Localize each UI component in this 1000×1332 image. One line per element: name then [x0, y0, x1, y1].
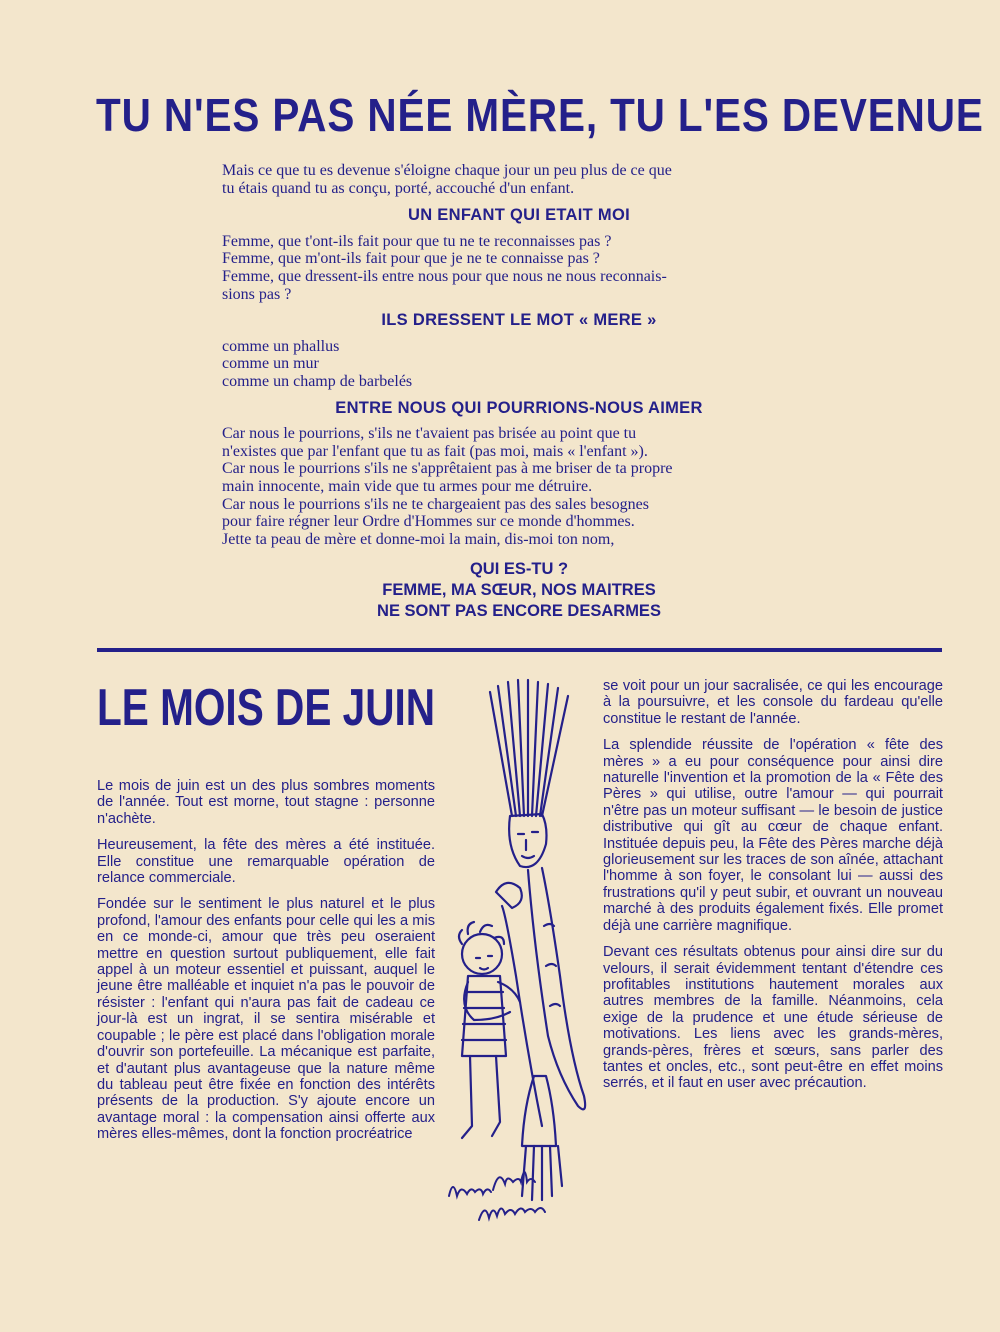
closing-line: NE SONT PAS ENCORE DESARMES — [377, 602, 661, 621]
article-paragraph: La splendide réussite de l'opération « fête des mères » a eu pour conséquence pour ainsi dire naturelle l'invention et la promotion de la « Fête des Pères » qui utilise, outre l'amour — qui pourrait n'être pas un moteur suffisant — le besoin de justice distributive qui gît au cœur de chaque enfant. Instituée depuis peu, la Fête des Pères marche déjà glorieusement sur les traces de son aînée, attachant l'homme à son foyer, le consolant lui — aussi des frustrations qu'il y peut subir, et ouvrant un nouveau marché à des produits également fixés. Elle promet déjà une carrière magnifique. — [603, 737, 943, 934]
article-paragraph: se voit pour un jour sacralisée, ce qui les encourage à la poursuivre, et les console du fardeau qu'elle constitue le restant de l'année. — [603, 678, 943, 727]
poem-line: comme un phallus — [222, 337, 340, 355]
poem-line: Femme, que dressent-ils entre nous pour que nous ne nous reconnais- — [222, 267, 667, 285]
poem-line: main innocente, main vide que tu armes pour me détruire. — [222, 477, 593, 495]
poem-heading-2: ILS DRESSENT LE MOT « MERE » — [381, 311, 657, 330]
poem-line: Femme, que t'ont-ils fait pour que tu ne te reconnaisses pas ? — [222, 232, 612, 250]
poem-lead — [222, 162, 816, 197]
poem-line: pour faire régner leur Ordre d'Hommes sur ce monde d'hommes. — [222, 513, 635, 531]
poem-line: Car nous le pourrions, s'ils ne t'avaient pas brisée au point que tu — [222, 425, 637, 443]
section-divider — [97, 648, 942, 652]
poem-line: Femme, que m'ont-ils fait pour que je ne te connaisse pas ? — [222, 250, 600, 268]
poem-closing — [222, 559, 816, 622]
article-paragraph: Fondée sur le sentiment le plus naturel et le plus profond, l'amour des enfants pour celle qui les a mis en ce monde-ci, amour que très peu oseraient mettre en question surtout publiquement, elle fait appel à un moteur essentiel et puissant, auquel le jeune être malléable et inquiet n'a pas le pouvoir de résister : l'enfant qui n'aura pas fait de cadeau ce jour-là est un ingrat, il se sentira misérable et coupable ; le père est placé dans l'obligation morale d'ouvrir son portefeuille. La mécanique est parfaite, et d'autant plus avantageuse que la nature même du tableau peut être fixée en fonction des intérêts présents de la production. S'y ajoute encore un avantage moral : la compensation ainsi offerte aux mères elles-mêmes, dont la fonction procréatrice — [97, 896, 435, 1143]
poem-stanza-1 — [222, 233, 816, 303]
poem-line: comme un champ de barbelés — [222, 372, 413, 390]
poem-line: Car nous le pourrions s'ils ne te chargeaient pas des sales besognes — [222, 495, 649, 513]
poem-lead-line: Mais ce que tu es devenue s'éloigne chaque jour un peu plus de ce que — [222, 162, 672, 179]
poem-heading-3: ENTRE NOUS QUI POURRIONS-NOUS AIMER — [335, 398, 703, 417]
poem-stanza-3 — [222, 425, 816, 548]
poem-line: n'existes que par l'enfant que tu as fait (pas moi, mais « l'enfant »). — [222, 442, 648, 460]
article-paragraph: Heureusement, la fête des mères a été instituée. Elle constitue une remarquable opération de relance commerciale. — [97, 837, 435, 887]
article-column-right — [603, 678, 943, 1102]
poem-line: comme un mur — [222, 355, 319, 373]
poem-lead-line: tu étais quand tu as conçu, porté, accouché d'un enfant. — [222, 179, 575, 197]
drawing-caption-handwriting — [447, 1160, 597, 1230]
article-paragraph: Le mois de juin est un des plus sombres moments de l'année. Tout est morne, tout stagne : personne n'achète. — [97, 778, 435, 827]
poem-stanza-2 — [222, 338, 816, 391]
poem-heading-1: UN ENFANT QUI ETAIT MOI — [407, 206, 630, 225]
section-title: LE MOIS DE JUIN — [97, 679, 436, 737]
poem-line: Jette ta peau de mère et donne-moi la main, dis-moi ton nom, — [222, 530, 615, 548]
closing-line: QUI ES-TU ? — [469, 560, 569, 579]
child-with-broom-illustration — [438, 676, 598, 1236]
article-paragraph: Devant ces résultats obtenus pour ainsi dire sur du velours, il serait évidemment tentant d'étendre ces profitables institutions hautement morales aux autres membres de la famille. Néanmoins, cela exige de la prudence et une étude sérieuse de motivations. Les liens avec les grands-mères, grands-pères, frères et sœurs, sans parler des tantes et oncles, etc., sont peut-être en effet moins serrés, et il faut en user avec précaution. — [603, 944, 943, 1092]
article-column-left — [97, 778, 435, 1153]
poem-line: sions pas ? — [222, 285, 292, 303]
closing-line: FEMME, MA SŒUR, NOS MAITRES — [382, 581, 656, 600]
page-title: TU N'ES PAS NÉE MÈRE, TU L'ES DEVENUE — [96, 89, 984, 141]
poem-block — [222, 162, 816, 622]
poem-line: Car nous le pourrions s'ils ne s'apprêtaient pas à me briser de ta propre — [222, 460, 673, 478]
